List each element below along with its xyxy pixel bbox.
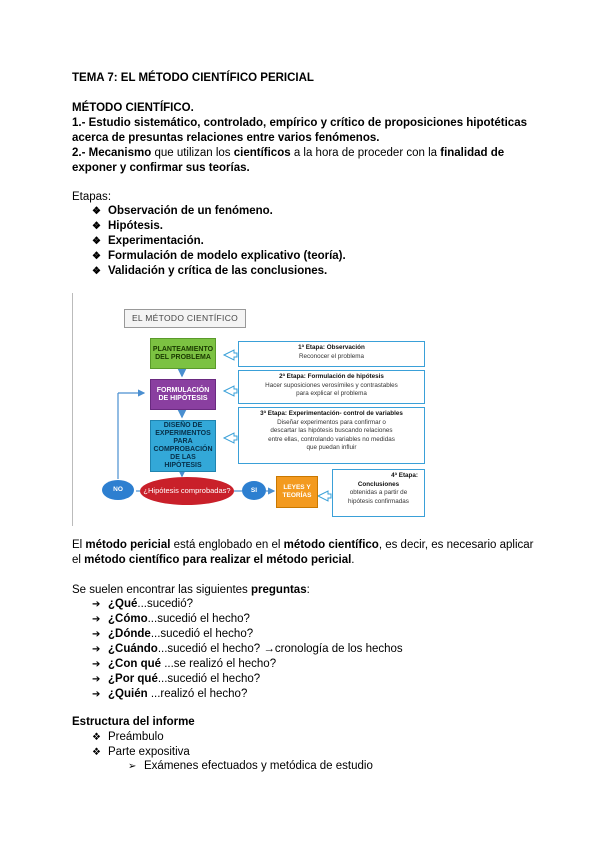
def2-bold-mecanismo: Mecanismo bbox=[88, 147, 152, 159]
definition-1-line1: 1.- Estudio sistemático, controlado, empírico y crítico de proposiciones hipotéticas bbox=[72, 117, 527, 129]
explanation-box-4 bbox=[332, 469, 425, 517]
etapa-item: ❖ Observación de un fenómeno. bbox=[92, 205, 273, 217]
informe-heading: Estructura del informe bbox=[72, 716, 195, 728]
stage-formulacion: FORMULACIÓN DE HIPÓTESIS bbox=[150, 379, 216, 410]
informe-item: ❖ Preámbulo bbox=[92, 731, 164, 743]
arrow-bullet-icon: ➔ bbox=[92, 674, 101, 685]
pregunta-item: ➔ ¿Dónde...sucedió el hecho? bbox=[92, 628, 254, 640]
etapa-item: ❖ Validación y crítica de las conclusiones. bbox=[92, 265, 328, 277]
pregunta-item: ➔ ¿Cómo...sucedió el hecho? bbox=[92, 613, 250, 625]
explanation-box-2 bbox=[238, 370, 425, 404]
definition-1-line2: acerca de presuntas relaciones entre varios fenómenos. bbox=[72, 132, 380, 144]
preguntas-intro: Se suelen encontrar las siguientes preguntas: bbox=[72, 584, 310, 596]
box1-title: 1ª Etapa: Observación bbox=[298, 344, 365, 351]
etapas-colon: : bbox=[107, 191, 112, 203]
diamond-bullet-icon: ❖ bbox=[92, 221, 101, 232]
informe-subitem: ➢ Exámenes efectuados y metódica de estudio bbox=[128, 760, 373, 772]
arrow-bullet-icon: ➔ bbox=[92, 659, 101, 670]
metodo-cientifico-diagram bbox=[72, 293, 428, 526]
box3-line2: descartar las hipótesis buscando relaciones bbox=[270, 427, 393, 434]
box2-title: 2ª Etapa: Formulación de hipótesis bbox=[279, 373, 384, 380]
diagram-header: EL MÉTODO CIENTÍFICO bbox=[124, 309, 246, 328]
question-ellipse: ¿Hipótesis comprobadas? bbox=[140, 477, 234, 505]
arrow-bullet-icon: ➔ bbox=[92, 599, 101, 610]
pregunta-item: ➔ ¿Con qué ...se realizó el hecho? bbox=[92, 658, 277, 670]
explanation-box-1 bbox=[238, 341, 425, 367]
box2-line1: Hacer suposiciones verosímiles y contrastables bbox=[265, 381, 398, 389]
diamond-bullet-icon: ❖ bbox=[92, 251, 101, 262]
informe-item: ❖ Parte expositiva bbox=[92, 746, 190, 758]
pericial-line2: el método científico para realizar el método pericial. bbox=[72, 554, 355, 566]
def2-text2: a la hora de proceder con la bbox=[290, 147, 441, 159]
diamond-bullet-icon: ❖ bbox=[92, 206, 101, 217]
no-circle: NO bbox=[102, 480, 134, 500]
pregunta-item: ➔ ¿Cuándo...sucedió el hecho? →cronología de los hechos bbox=[92, 643, 403, 655]
box4-sub: Conclusiones bbox=[357, 480, 400, 488]
stage-planteamiento: PLANTEAMIENTO DEL PROBLEMA bbox=[150, 338, 216, 369]
box1-text: Reconocer el problema bbox=[298, 352, 365, 360]
def2-text: que utilizan los bbox=[151, 147, 234, 159]
arrow-bullet-icon: ➔ bbox=[92, 629, 101, 640]
definition-2-line1 bbox=[72, 146, 504, 161]
arrowhead-bullet-icon: ➢ bbox=[128, 761, 137, 772]
box4-line1: obtenidas a partir de bbox=[349, 489, 408, 496]
def2-bold-cientificos: científicos bbox=[233, 147, 291, 159]
arrow-bullet-icon: ➔ bbox=[92, 689, 101, 700]
etapa-item: ❖ Formulación de modelo explicativo (teoría). bbox=[92, 250, 346, 262]
box3-line1: Diseñar experimentos para confirmar o bbox=[277, 418, 386, 426]
pregunta-item: ➔ ¿Por qué...sucedió el hecho? bbox=[92, 673, 261, 685]
etapa-item: ❖ Experimentación. bbox=[92, 235, 204, 247]
diamond-bullet-icon: ❖ bbox=[92, 732, 101, 743]
pregunta-item: ➔ ¿Quién ...realizó el hecho? bbox=[92, 688, 248, 700]
explanation-box-3 bbox=[238, 407, 425, 464]
pericial-line1: El método pericial está englobado en el método científico, es decir, es necesario aplicar bbox=[72, 539, 534, 551]
section-heading-metodo: MÉTODO CIENTÍFICO. bbox=[72, 102, 194, 114]
etapa-item: ❖ Hipótesis. bbox=[92, 220, 163, 232]
def2-bold-finalidad: finalidad de bbox=[440, 147, 505, 159]
arrow-bullet-icon: ➔ bbox=[92, 644, 101, 655]
stage-diseno: DISEÑO DE EXPERIMENTOS PARA COMPROBACIÓN DE LAS HIPÓTESIS bbox=[150, 420, 216, 472]
arrow-bullet-icon: ➔ bbox=[92, 614, 101, 625]
box2-line2: para explicar el problema bbox=[296, 390, 367, 397]
box3-line4: que puedan influir bbox=[306, 444, 357, 451]
box4-title: 4ª Etapa: bbox=[391, 472, 418, 479]
box3-line3: entre ellas, controlando variables no medidas bbox=[268, 435, 395, 443]
pregunta-item: ➔ ¿Qué...sucedió? bbox=[92, 598, 194, 610]
etapas-label-text: Etapas bbox=[72, 191, 108, 203]
diamond-bullet-icon: ❖ bbox=[92, 236, 101, 247]
box3-title: 3ª Etapa: Experimentación- control de variables bbox=[260, 410, 403, 417]
page-title: TEMA 7: EL MÉTODO CIENTÍFICO PERICIAL bbox=[72, 72, 314, 84]
etapas-label bbox=[72, 190, 111, 205]
leyes-teorias: LEYES Y TEORÍAS bbox=[276, 476, 318, 508]
diamond-bullet-icon: ❖ bbox=[92, 747, 101, 758]
definition-2-line2: exponer y confirmar sus teorías. bbox=[72, 162, 250, 174]
def2-number: 2.- bbox=[72, 147, 89, 159]
diamond-bullet-icon: ❖ bbox=[92, 266, 101, 277]
box4-line2: hipótesis confirmadas bbox=[348, 497, 409, 505]
si-circle: SI bbox=[242, 481, 266, 500]
